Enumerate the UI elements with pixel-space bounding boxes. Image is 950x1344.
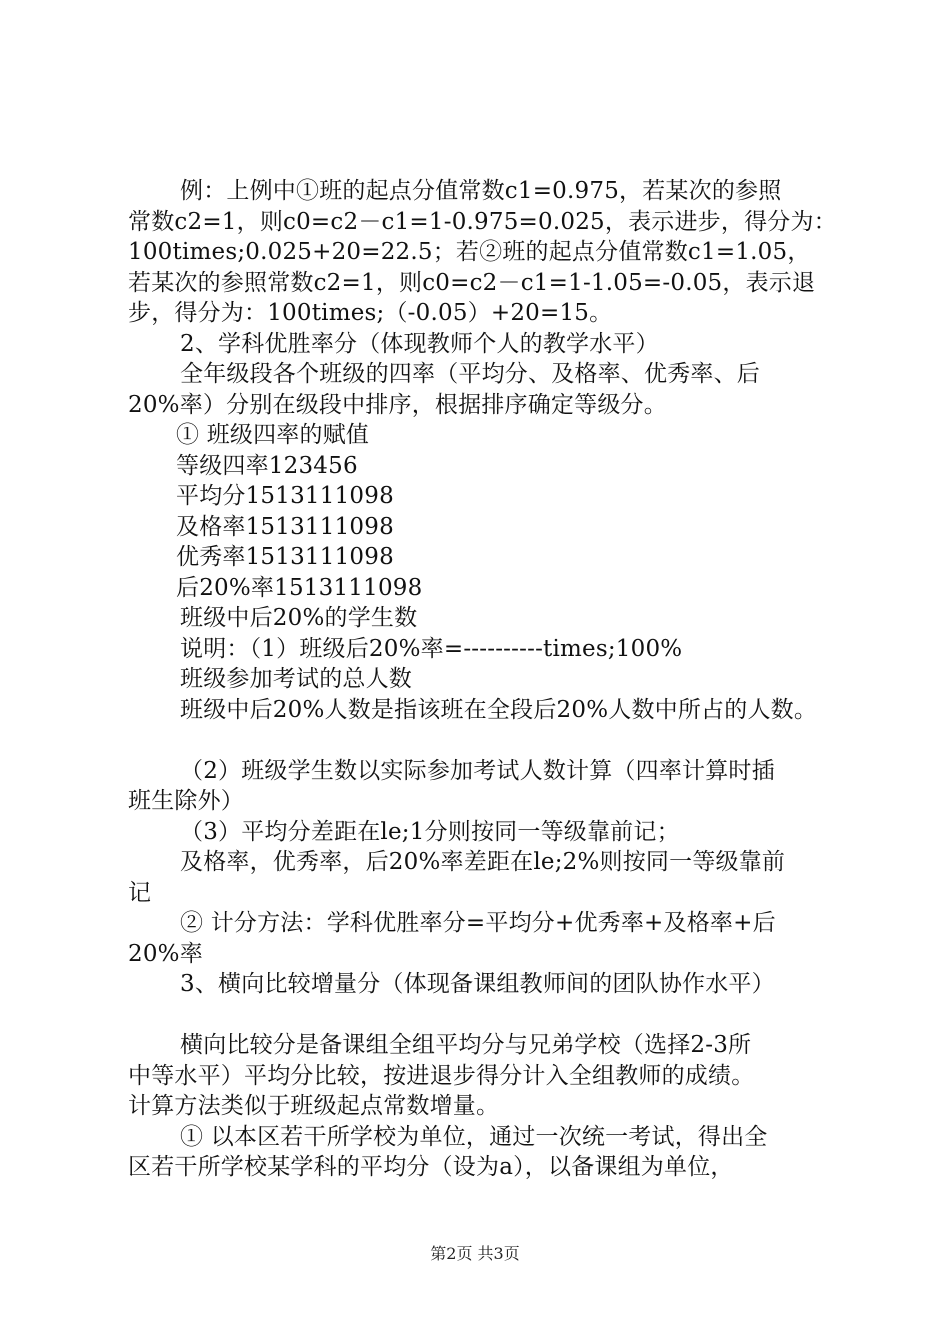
paragraph-line: （3）平均分差距在le;1分则按同一等级靠前记； [180, 818, 680, 845]
paragraph-line: 例：上例中①班的起点分值常数c1=0.975，若某次的参照 [180, 178, 782, 204]
table-text-line: 及格率1513111098 [176, 513, 394, 540]
paragraph-line: 区若干所学校某学科的平均分（设为a），以备课组为单位， [128, 1154, 734, 1180]
paragraph-line: 中等水平）平均分比较，按进退步得分计入全组教师的成绩。 [128, 1062, 755, 1089]
paragraph-line: ① 以本区若干所学校为单位，通过一次统一考试，得出全 [180, 1123, 768, 1150]
formula-numerator: 班级中后20%的学生数 [180, 605, 418, 631]
paragraph-line: 计算方法类似于班级起点常数增量。 [128, 1093, 500, 1119]
paragraph-line: 记 [128, 879, 152, 906]
table-text-line: 优秀率1513111098 [176, 544, 394, 570]
paragraph-line: 全年级段各个班级的四率（平均分、及格率、优秀率、后 [180, 361, 760, 387]
paragraph-line: 班生除外） [128, 788, 244, 814]
paragraph-line: （2）班级学生数以实际参加考试人数计算（四率计算时插 [180, 757, 775, 784]
document-body [128, 176, 840, 1183]
paragraph-line: 横向比较分是备课组全组平均分与兄弟学校（选择2-3所 [180, 1032, 752, 1058]
section-heading: 3、横向比较增量分（体现备课组教师间的团队协作水平） [180, 971, 775, 997]
formula-line: 说明：（1）班级后20%率=----------times;100% [180, 635, 683, 662]
section-heading: 2、学科优胜率分（体现教师个人的教学水平） [180, 330, 659, 357]
table-text-line: 等级四率123456 [176, 452, 358, 479]
paragraph-line: 20%率 [128, 940, 203, 967]
paragraph-line: 常数c2=1，则c0=c2－c1=1-0.975=0.025，表示进步，得分为： [128, 208, 837, 235]
paragraph-line: 20%率）分别在级段中排序，根据排序确定等级分。 [128, 391, 667, 418]
paragraph-line: 班级中后20%人数是指该班在全段后20%人数中所占的人数。 [180, 696, 818, 723]
blank-line [128, 1000, 840, 1031]
table-text-line: 后20%率1513111098 [176, 574, 423, 601]
paragraph-line: 100times;0.025+20=22.5；若②班的起点分值常数c1=1.05， [128, 239, 811, 265]
paragraph-line: ② 计分方法：学科优胜率分=平均分+优秀率+及格率+后 [180, 910, 776, 936]
paragraph-line: 若某次的参照常数c2=1，则c0=c2－c1=1-1.05=-0.05，表示退 [128, 269, 816, 296]
table-text-line: 平均分1513111098 [176, 483, 394, 509]
paragraph-line: 步，得分为：100times;（-0.05）+20=15。 [128, 300, 613, 326]
formula-denominator: 班级参加考试的总人数 [180, 666, 412, 692]
blank-line [128, 725, 840, 756]
page-footer: 第2页 共3页 [430, 1244, 520, 1263]
paragraph-line: 及格率，优秀率，后20%率差距在le;2%则按同一等级靠前 [180, 849, 786, 875]
sub-heading: ① 班级四率的赋值 [176, 422, 370, 448]
